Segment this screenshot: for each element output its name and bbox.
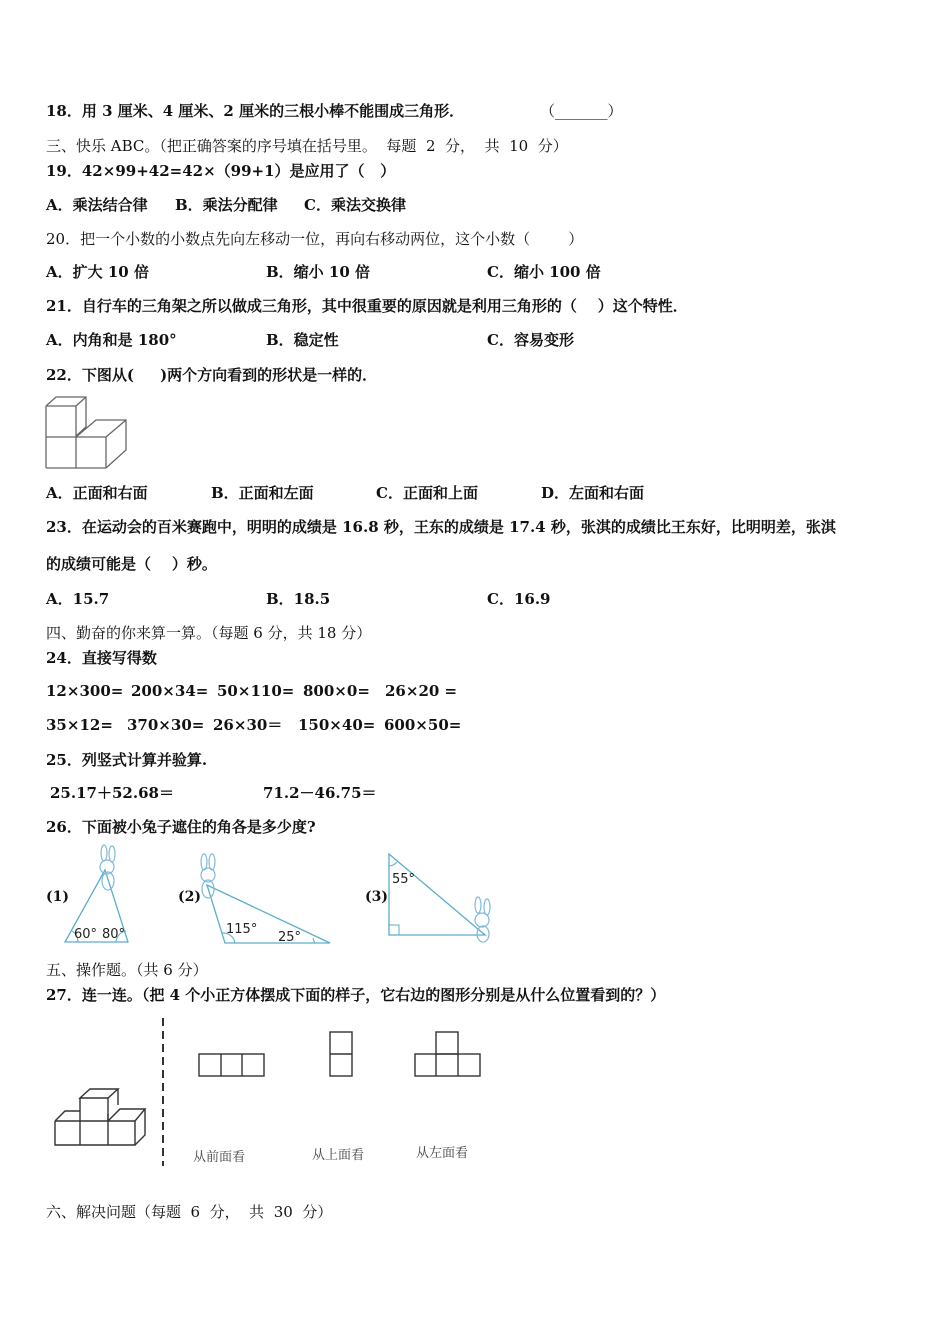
q22-option-b[interactable]: B．正面和左面 bbox=[211, 484, 314, 502]
q24-item: 150×40= bbox=[298, 716, 376, 734]
q26-triangle-3 bbox=[385, 850, 505, 950]
q26-text: 26．下面被小兔子遮住的角各是多少度? bbox=[46, 818, 316, 836]
q19-text: 19．42×99+42=42×（99+1）是应用了（ ） bbox=[46, 162, 396, 180]
q23-option-c[interactable]: C．16.9 bbox=[487, 590, 551, 608]
q24-text: 24．直接写得数 bbox=[46, 649, 157, 667]
q26-fig3-angle-55: 55° bbox=[392, 872, 416, 887]
q23-text-line2: 的成绩可能是（ ）秒。 bbox=[46, 555, 217, 573]
q26-fig1-label: (1) bbox=[46, 889, 69, 905]
section-6-heading: 六、解决问题（每题 6 分， 共 30 分） bbox=[46, 1203, 333, 1221]
q20-option-c[interactable]: C．缩小 100 倍 bbox=[487, 263, 601, 281]
rabbit-icon bbox=[100, 845, 115, 890]
q24-item: 26×20 = bbox=[385, 682, 458, 700]
q23-option-a[interactable]: A．15.7 bbox=[46, 590, 110, 608]
q27-caption-left: 从左面看 bbox=[416, 1146, 469, 1161]
q18-answer-blank[interactable]: （_______） bbox=[540, 102, 623, 120]
q19-option-a[interactable]: A．乘法结合律 bbox=[46, 196, 148, 214]
q24-item: 12×300= bbox=[46, 682, 124, 700]
q24-item: 600×50= bbox=[384, 716, 462, 734]
q25-text: 25．列竖式计算并验算. bbox=[46, 751, 208, 769]
q26-fig2-angle-115: 115° bbox=[226, 922, 258, 937]
q26-fig2-label: (2) bbox=[178, 889, 201, 905]
q22-option-c[interactable]: C．正面和上面 bbox=[376, 484, 478, 502]
q19-option-b[interactable]: B．乘法分配律 bbox=[175, 196, 278, 214]
q26-fig3-label: (3) bbox=[365, 889, 388, 905]
q22-cube-figure bbox=[44, 394, 134, 474]
q24-item: 35×12= bbox=[46, 716, 113, 734]
q21-option-c[interactable]: C．容易变形 bbox=[487, 331, 574, 349]
q21-text: 21．自行车的三角架之所以做成三角形，其中很重要的原因就是利用三角形的（ ）这个特性． bbox=[46, 297, 688, 315]
q23-text-line1: 23．在运动会的百米赛跑中，明明的成绩是 16.8 秒，王东的成绩是 17.4 秒，张淇的成绩比王东好，比明明差，张淇 bbox=[46, 518, 836, 536]
q24-item: 370×30= bbox=[127, 716, 205, 734]
q20-text: 20．把一个小数的小数点先向左移动一位，再向右移动两位，这个小数（ ） bbox=[46, 230, 584, 248]
q22-option-d[interactable]: D．左面和右面 bbox=[541, 484, 645, 502]
q24-item: 800×0= bbox=[303, 682, 370, 700]
q25-item: 71.2－46.75＝ bbox=[263, 784, 377, 802]
q26-fig2-angle-25: 25° bbox=[278, 930, 302, 945]
q27-caption-top: 从上面看 bbox=[312, 1148, 365, 1163]
q27-text: 27．连一连。（把 4 个小正方体摆成下面的样子，它右边的图形分别是从什么位置看到的？） bbox=[46, 986, 666, 1004]
q27-view-front bbox=[198, 1053, 268, 1083]
q23-option-b[interactable]: B．18.5 bbox=[266, 590, 331, 608]
q27-view-top bbox=[329, 1031, 359, 1081]
q18-text: 18．用 3 厘米、4 厘米、2 厘米的三根小棒不能围成三角形． bbox=[46, 102, 465, 120]
q20-option-b[interactable]: B．缩小 10 倍 bbox=[266, 263, 370, 281]
section-3-heading: 三、快乐 ABC。（把正确答案的序号填在括号里。 每题 2 分， 共 10 分） bbox=[46, 137, 568, 155]
q27-caption-front: 从前面看 bbox=[193, 1150, 246, 1165]
q22-option-a[interactable]: A．正面和右面 bbox=[46, 484, 148, 502]
section-5-heading: 五、操作题。（共 6 分） bbox=[46, 961, 208, 979]
q26-triangle-1 bbox=[60, 845, 140, 945]
q20-option-a[interactable]: A．扩大 10 倍 bbox=[46, 263, 149, 281]
q26-fig1-angle-80: 80° bbox=[102, 927, 126, 942]
q27-divider-line bbox=[158, 1018, 168, 1168]
q22-text: 22．下图从( )两个方向看到的形状是一样的． bbox=[46, 366, 378, 384]
q24-item: 50×110= bbox=[217, 682, 295, 700]
q27-view-left bbox=[414, 1031, 484, 1081]
q24-item: 200×34= bbox=[131, 682, 209, 700]
q27-cube-stack bbox=[53, 1073, 153, 1153]
q26-triangle-2 bbox=[195, 850, 335, 950]
section-4-heading: 四、勤奋的你来算一算。（每题 6 分，共 18 分） bbox=[46, 624, 372, 642]
q24-item: 26×30＝ bbox=[213, 716, 283, 734]
q25-item: 25.17＋52.68＝ bbox=[50, 784, 174, 802]
q26-fig1-angle-60: 60° bbox=[74, 927, 98, 942]
q19-option-c[interactable]: C．乘法交换律 bbox=[304, 196, 406, 214]
q27-captions bbox=[190, 1140, 510, 1170]
rabbit-icon bbox=[201, 854, 215, 898]
q21-option-a[interactable]: A．内角和是 180° bbox=[46, 331, 177, 349]
q21-option-b[interactable]: B．稳定性 bbox=[266, 331, 339, 349]
